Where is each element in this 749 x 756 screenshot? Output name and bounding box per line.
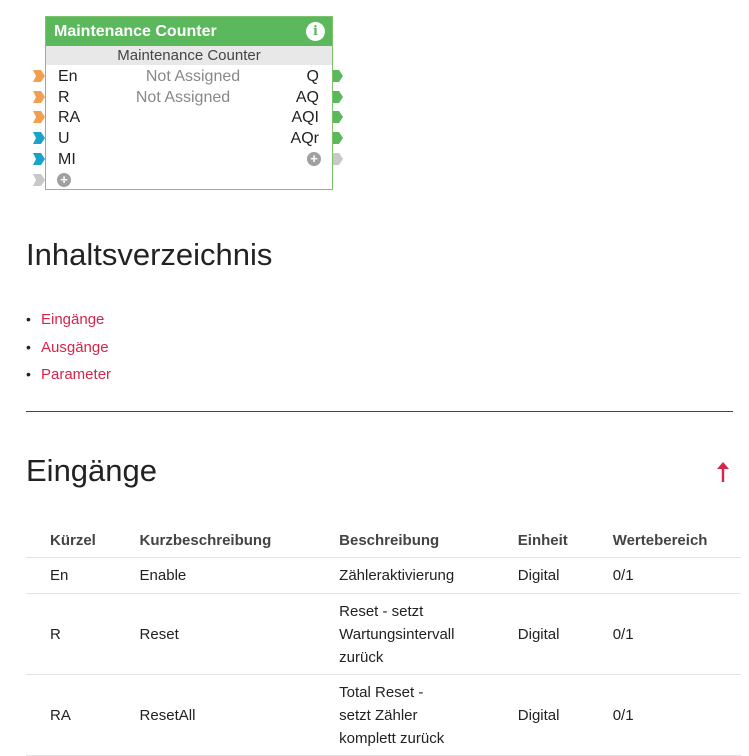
desc-line: Zähleraktivierung bbox=[339, 567, 455, 584]
toc-list bbox=[26, 306, 111, 389]
cell-einheit: Digital bbox=[494, 594, 589, 675]
arrow-up-icon[interactable] bbox=[715, 460, 731, 484]
cell-kuerzel: RA bbox=[26, 675, 116, 756]
toc-item: • Eingänge bbox=[26, 311, 105, 328]
toc-heading: Inhaltsverzeichnis bbox=[26, 237, 273, 272]
cell-beschreibung bbox=[315, 675, 494, 756]
desc-line: Total Reset - bbox=[339, 683, 424, 701]
cell-kuerzel: En bbox=[26, 558, 116, 594]
output-label-aq: AQ bbox=[295, 89, 319, 106]
block-subtitle: Maintenance Counter bbox=[46, 46, 332, 65]
table-row bbox=[26, 558, 741, 594]
desc-line: Reset - setzt bbox=[339, 602, 424, 620]
toc-item: • Parameter bbox=[26, 366, 112, 383]
output-pin-aqi[interactable] bbox=[333, 111, 343, 123]
table-header-row bbox=[26, 523, 741, 558]
table-row bbox=[26, 675, 741, 756]
toc-link-parameter[interactable]: Parameter bbox=[41, 366, 112, 383]
info-icon[interactable]: i bbox=[306, 22, 325, 41]
column-header-kurzbeschreibung: Kurzbeschreibung bbox=[116, 523, 316, 558]
input-label-mi: MI bbox=[58, 151, 76, 168]
desc-line: setzt Zähler bbox=[339, 706, 418, 724]
output-pin-aq[interactable] bbox=[333, 91, 343, 103]
input-label-en: En bbox=[58, 68, 78, 85]
block-title: Maintenance Counter bbox=[54, 23, 217, 40]
input-label-r: R bbox=[58, 89, 70, 106]
cell-kuerzel: R bbox=[26, 594, 116, 675]
column-header-einheit: Einheit bbox=[494, 523, 589, 558]
cell-beschreibung bbox=[315, 594, 494, 675]
section-divider bbox=[26, 411, 733, 412]
input-pin-r[interactable] bbox=[33, 91, 45, 103]
cell-einheit: Digital bbox=[494, 558, 589, 594]
output-label-q: Q bbox=[306, 68, 319, 85]
add-input-icon[interactable]: + bbox=[57, 173, 71, 187]
output-label-aqr: AQr bbox=[290, 130, 319, 147]
table-row bbox=[26, 594, 741, 675]
desc-line: komplett zurück bbox=[339, 729, 445, 747]
cell-bereich: 0/1 bbox=[589, 594, 741, 675]
maintenance-counter-block[interactable] bbox=[45, 16, 333, 190]
input-label-ra: RA bbox=[58, 109, 81, 126]
add-output-icon[interactable]: + bbox=[307, 152, 321, 166]
cell-bereich: 0/1 bbox=[589, 675, 741, 756]
input-label-u: U bbox=[58, 130, 70, 147]
output-pin-q[interactable] bbox=[333, 70, 343, 82]
cell-einheit: Digital bbox=[494, 675, 589, 756]
inputs-table bbox=[26, 523, 741, 756]
input-pin-en[interactable] bbox=[33, 70, 45, 82]
cell-kurz: Reset bbox=[116, 594, 316, 675]
input-pin-u[interactable] bbox=[33, 132, 45, 144]
assigned-en: Not Assigned bbox=[145, 68, 241, 85]
desc-line: zurück bbox=[339, 648, 384, 666]
toc-link-ausgaenge[interactable]: Ausgänge bbox=[41, 338, 109, 356]
cell-bereich: 0/1 bbox=[589, 558, 741, 594]
input-pin-add[interactable] bbox=[33, 174, 45, 186]
block-header bbox=[46, 17, 332, 46]
cell-beschreibung bbox=[315, 558, 494, 594]
output-label-aqi: AQI bbox=[291, 109, 319, 126]
cell-kurz: ResetAll bbox=[116, 675, 316, 756]
column-header-beschreibung: Beschreibung bbox=[315, 523, 494, 558]
column-header-wertebereich: Wertebereich bbox=[589, 523, 741, 558]
section-heading: Eingänge bbox=[26, 453, 158, 488]
output-pin-aqr[interactable] bbox=[333, 132, 343, 144]
toc-item: • Ausgänge bbox=[26, 338, 109, 356]
assigned-r: Not Assigned bbox=[135, 89, 231, 106]
desc-line: Wartungsintervall bbox=[339, 625, 455, 643]
input-pin-mi[interactable] bbox=[33, 153, 45, 165]
output-pin-add[interactable] bbox=[333, 153, 343, 165]
input-pin-ra[interactable] bbox=[33, 111, 45, 123]
cell-kurz: Enable bbox=[116, 558, 316, 594]
column-header-kuerzel: Kürzel bbox=[26, 523, 116, 558]
toc-link-eingaenge[interactable]: Eingänge bbox=[41, 311, 105, 328]
